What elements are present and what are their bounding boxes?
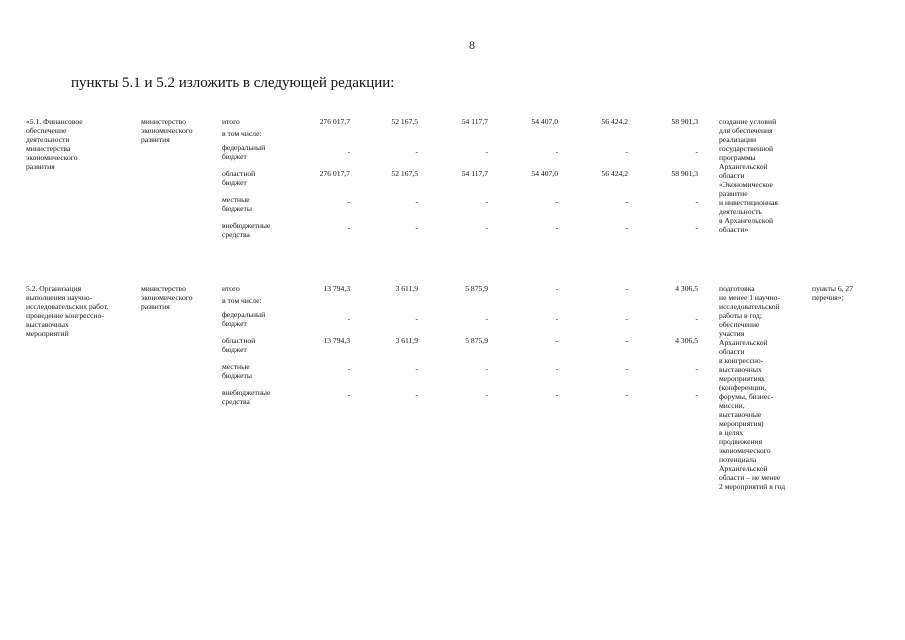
value-cell: - [625,336,628,345]
value-cell: - [485,197,488,206]
source-label: в том числе: [222,296,262,305]
value-cell: - [555,314,558,323]
value-cell: - [625,364,628,373]
value-cell: - [555,197,558,206]
value-cell: - [415,197,418,206]
value-cell: - [485,147,488,156]
activity-name: 5.2. Организация выполнения научно- исследовательских работ, проведение конгрессно- выставочных мероприятий [26,284,109,338]
value-cell: - [625,197,628,206]
value-cell: - [625,390,628,399]
value-cell: - [695,147,698,156]
value-cell: - [415,364,418,373]
value-cell: - [555,390,558,399]
value-cell: 5 875,9 [465,336,488,345]
value-cell: 13 794,3 [323,336,350,345]
executor: министерство экономического развития [141,117,193,144]
value-cell: - [695,197,698,206]
value-cell: - [555,223,558,232]
expected-result: подготовка не менее 1 научно- исследовательской работы в год; обеспечение участия Архангельской области в конгрессно- выставочных мероприятиях (конференции, форумы, бизнес- миссии, выставочные мероприятия) в целях продвижения экономического потенциала Архангельской области – не менее 2 мероприятий в год [719,284,786,491]
executor: министерство экономического развития [141,284,193,311]
value-cell: - [347,147,350,156]
source-label: областной бюджет [222,336,256,354]
value-cell: - [555,336,558,345]
value-cell: 4 306,5 [675,284,698,293]
value-cell: 54 407,0 [531,169,558,178]
value-cell: - [347,223,350,232]
value-cell: - [625,284,628,293]
source-label: внебюджетные средства [222,221,271,239]
value-cell: 56 424,2 [601,169,628,178]
source-label: итого [222,117,240,126]
value-cell: 3 611,9 [395,284,418,293]
note: пункты 6, 27 перечня»; [812,284,854,302]
value-cell: - [415,223,418,232]
value-cell: - [625,314,628,323]
source-label: в том числе: [222,129,262,138]
page-heading: пункты 5.1 и 5.2 изложить в следующей редакции: [71,75,395,91]
value-cell: 54 117,7 [461,117,488,126]
value-cell: - [415,314,418,323]
value-cell: 56 424,2 [601,117,628,126]
value-cell: - [625,223,628,232]
source-label: местные бюджеты [222,195,252,213]
source-label: областной бюджет [222,169,256,187]
source-label: федеральный бюджет [222,143,266,161]
value-cell: 52 167,5 [391,117,418,126]
value-cell: - [485,314,488,323]
page-number: 8 [469,38,475,52]
value-cell: 13 794,3 [323,284,350,293]
value-cell: 5 875,9 [465,284,488,293]
value-cell: 54 407,0 [531,117,558,126]
value-cell: - [625,147,628,156]
value-cell: - [695,314,698,323]
value-cell: 276 017,7 [319,117,350,126]
activity-name: «5.1. Финансовое обеспечение деятельности министерства экономического развития [26,117,83,171]
value-cell: - [695,223,698,232]
source-label: местные бюджеты [222,362,252,380]
value-cell: 52 167,5 [391,169,418,178]
source-label: внебюджетные средства [222,388,271,406]
value-cell: - [347,364,350,373]
value-cell: - [555,147,558,156]
value-cell: - [347,197,350,206]
source-label: итого [222,284,240,293]
value-cell: - [485,390,488,399]
value-cell: 58 901,3 [671,169,698,178]
value-cell: - [555,284,558,293]
value-cell: 276 017,7 [319,169,350,178]
value-cell: - [695,390,698,399]
value-cell: 58 901,3 [671,117,698,126]
value-cell: - [415,147,418,156]
source-label: федеральный бюджет [222,310,266,328]
value-cell: - [347,314,350,323]
value-cell: - [485,364,488,373]
value-cell: - [485,223,488,232]
value-cell: - [555,364,558,373]
value-cell: 3 611,9 [395,336,418,345]
value-cell: 4 306,5 [675,336,698,345]
value-cell: - [695,364,698,373]
value-cell: - [347,390,350,399]
value-cell: 54 117,7 [461,169,488,178]
value-cell: - [415,390,418,399]
expected-result: создание условий для обеспечения реализации государственной программы Архангельской области «Экономическое развитие и инвестиционная деятельность в Архангельской области» [719,117,778,234]
